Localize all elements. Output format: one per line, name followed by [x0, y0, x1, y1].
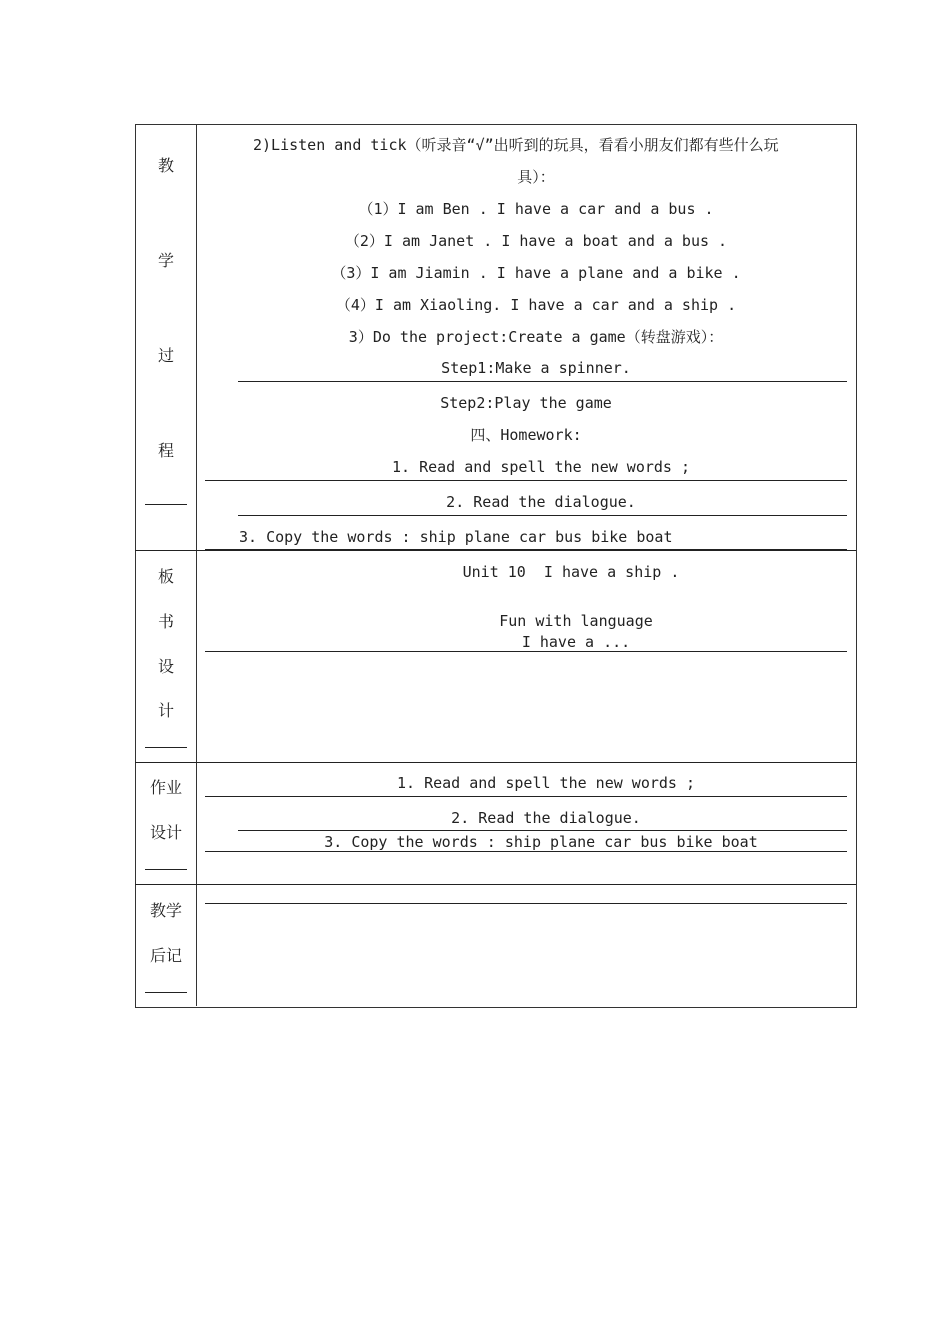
homework-heading: 四、Homework:	[470, 426, 582, 444]
sentence-2: （2）I am Janet . I have a boat and a bus .	[344, 232, 728, 250]
board-label-char: 设	[157, 657, 174, 676]
label-underline	[145, 869, 187, 870]
notes-label-line: 教学	[149, 901, 182, 920]
content-rule	[205, 480, 847, 481]
content-rule	[205, 903, 847, 904]
label-underline	[145, 504, 187, 505]
board-label-char: 板	[157, 567, 174, 586]
homework-design-item-1: 1. Read and spell the new words ;	[396, 774, 695, 792]
sentence-4: （4）I am Xiaoling. I have a car and a ship .	[335, 296, 737, 314]
board-pattern: I have a ...	[521, 633, 631, 651]
sentence-3: （3）I am Jiamin . I have a plane and a bike .	[331, 264, 741, 282]
content-rule	[238, 381, 847, 382]
process-label-char: 教	[157, 156, 174, 175]
process-label-char: 学	[157, 251, 174, 270]
content-rule	[205, 851, 847, 852]
process-label-char: 过	[157, 346, 174, 365]
board-title: Unit 10 I have a ship .	[462, 563, 680, 581]
process-label-char: 程	[157, 441, 174, 460]
step-2: Step2:Play the game	[440, 394, 612, 412]
row-divider	[135, 762, 856, 763]
step-1: Step1:Make a spinner.	[441, 359, 631, 377]
listen-and-tick-instruction: 2)Listen and tick（听录音“√”出听到的玩具，看看小朋友们都有些什么玩	[253, 136, 779, 154]
homework-item-2: 2. Read the dialogue.	[446, 493, 636, 511]
content-rule	[205, 796, 847, 797]
homework-item-3: 3. Copy the words : ship plane car bus bike boat	[239, 528, 673, 546]
content-rule	[205, 549, 847, 550]
content-rule	[205, 651, 847, 652]
label-underline	[145, 747, 187, 748]
notes-label-line: 后记	[149, 946, 182, 965]
homework-label-line: 作业	[149, 778, 182, 797]
label-underline	[145, 992, 187, 993]
homework-item-1: 1. Read and spell the new words ;	[391, 458, 690, 476]
board-label-char: 计	[157, 701, 174, 720]
homework-label-line: 设计	[149, 823, 182, 842]
board-subtitle: Fun with language	[499, 612, 653, 630]
content-rule	[238, 515, 847, 516]
row-divider	[135, 550, 856, 551]
row-divider	[135, 884, 856, 885]
listen-and-tick-instruction-cont: 具）：	[517, 168, 555, 186]
board-label-char: 书	[157, 612, 174, 631]
homework-design-item-3: 3. Copy the words : ship plane car bus bike boat	[324, 833, 758, 851]
project-instruction: 3）Do the project:Create a game（转盘游戏）：	[348, 328, 724, 346]
content-rule	[238, 830, 847, 831]
homework-design-item-2: 2. Read the dialogue.	[451, 809, 641, 827]
sentence-1: （1）I am Ben . I have a car and a bus .	[358, 200, 714, 218]
